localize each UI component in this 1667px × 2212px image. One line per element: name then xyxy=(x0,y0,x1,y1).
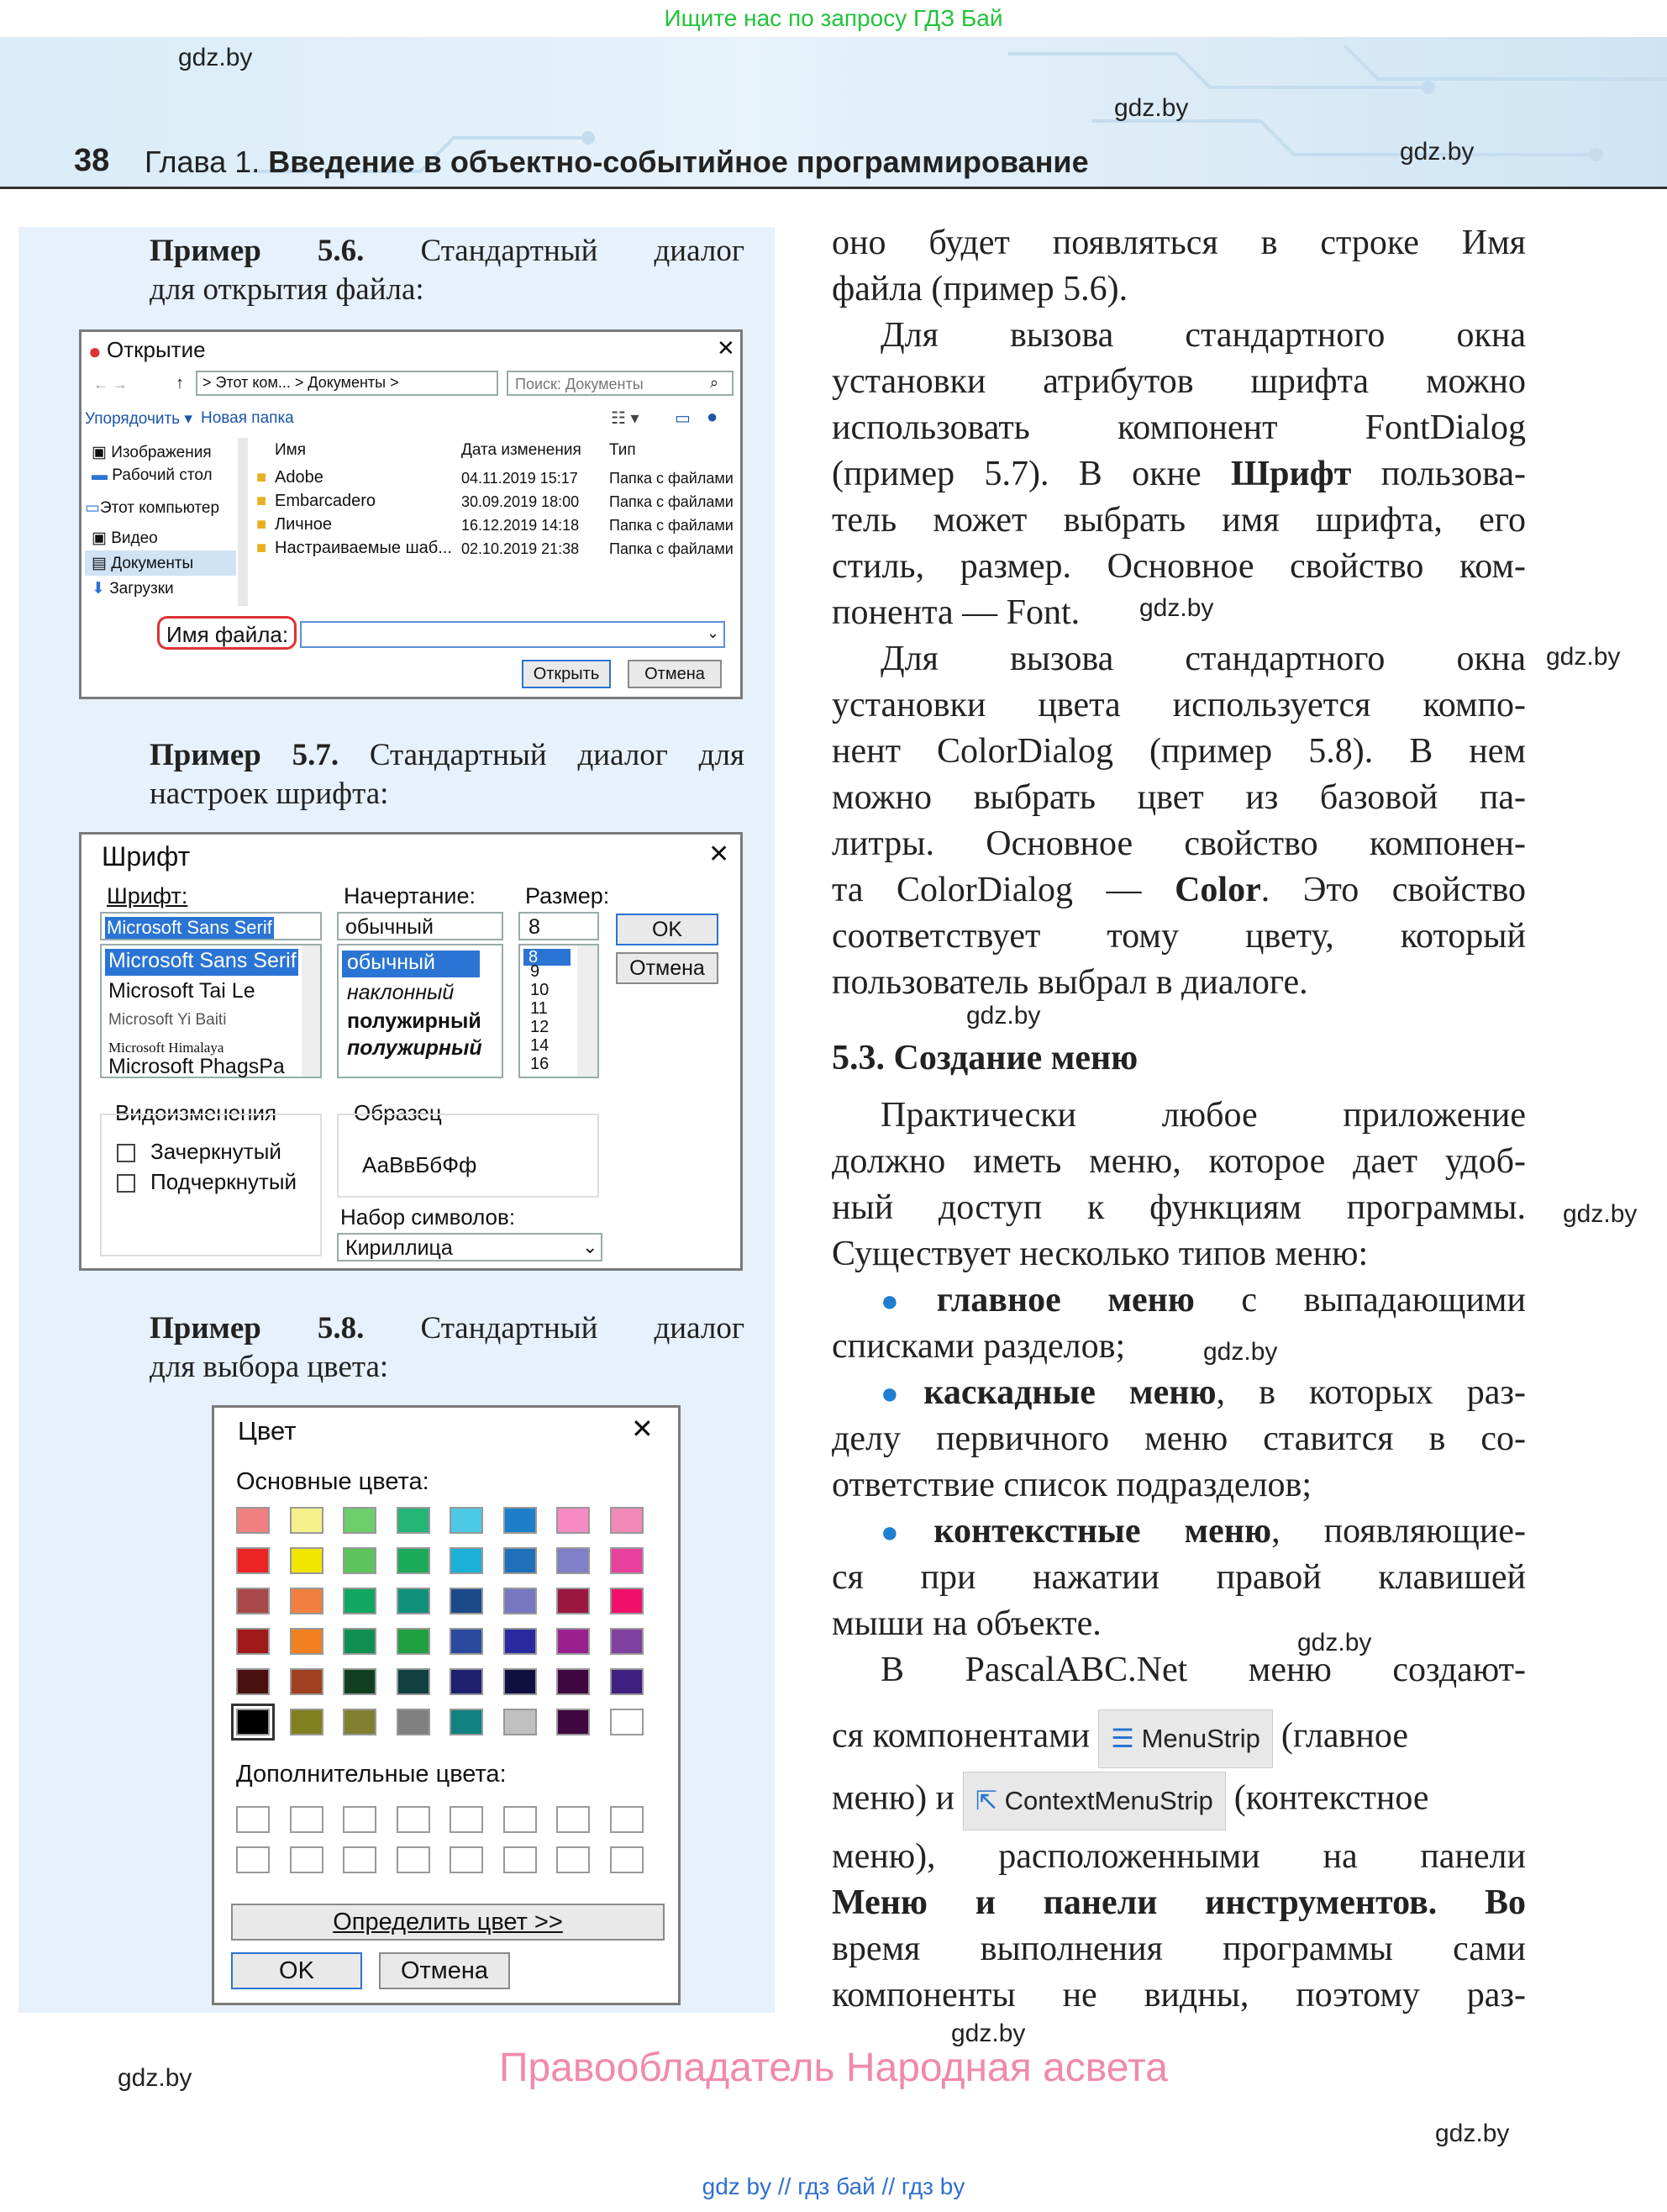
file-list xyxy=(256,466,743,567)
chapter-prefix: Глава 1. xyxy=(145,145,260,179)
custom-color-swatch[interactable] xyxy=(397,1846,430,1873)
column-header-name[interactable]: Имя xyxy=(275,441,307,459)
body-line: установки атрибутов шрифта можно xyxy=(832,362,1526,401)
custom-color-swatch[interactable] xyxy=(236,1846,270,1873)
body-line: Для вызова стандартного окна xyxy=(881,640,1526,678)
body-line: мыши на объекте. xyxy=(832,1604,1102,1643)
cancel-button[interactable]: Отмена xyxy=(379,1952,510,1989)
body-line: пользователь выбрал в диалоге. xyxy=(832,963,1308,1002)
bullet-icon: ● xyxy=(881,1284,937,1318)
list-item[interactable]: полужирный xyxy=(347,1009,481,1033)
view-icon[interactable]: ☷ ▾ xyxy=(611,409,639,428)
custom-color-grid xyxy=(214,1408,681,1878)
body-line: ответствие список подразделов; xyxy=(832,1466,1312,1504)
nav-item-selected[interactable]: ▤ Документы xyxy=(85,550,236,576)
size-input[interactable]: 8 xyxy=(518,912,599,940)
close-icon[interactable]: ✕ xyxy=(631,1414,654,1444)
style-label: Начертание: xyxy=(344,883,476,908)
custom-colors-label: Дополнительные цвета: xyxy=(236,1761,507,1788)
nav-scrollbar[interactable] xyxy=(238,438,248,606)
watermark: gdz.by xyxy=(178,44,253,71)
copyright-footer: Правообладатель Народная асвета xyxy=(499,2046,1168,2090)
body-line: списками разделов; xyxy=(832,1327,1126,1366)
ok-button[interactable]: OK xyxy=(231,1952,362,1989)
body-line: должно иметь меню, которое дает удоб- xyxy=(832,1142,1526,1181)
custom-color-swatch[interactable] xyxy=(343,1846,376,1873)
watermark: gdz.by xyxy=(118,2064,192,2092)
bullet-item: ●каскадные меню, в которых раз- xyxy=(881,1373,1526,1412)
custom-color-swatch[interactable] xyxy=(556,1846,590,1873)
top-banner[interactable]: Ищите нас по запросу ГДЗ Бай xyxy=(664,5,1003,31)
body-line: нент ColorDialog (пример 5.8). В нем xyxy=(832,732,1526,771)
column-header-type[interactable]: Тип xyxy=(609,441,636,459)
body-line: Для вызова стандартного окна xyxy=(881,316,1526,355)
body-line: стиль, размер. Основное свойство ком- xyxy=(832,547,1526,586)
list-item[interactable]: обычный xyxy=(342,951,480,977)
body-line: ся при нажатии правой клавишей xyxy=(832,1558,1526,1597)
watermark: gdz.by xyxy=(1297,1629,1372,1656)
watermark: gdz.by xyxy=(1546,643,1621,671)
body-line: установки цвета используется компо- xyxy=(832,686,1526,724)
watermark: gdz.by xyxy=(966,1002,1041,1030)
bullet-icon: ● xyxy=(881,1377,924,1410)
custom-color-swatch[interactable] xyxy=(450,1806,483,1833)
sample-group-label: Образец xyxy=(354,1100,442,1125)
list-item[interactable]: Microsoft Himalaya xyxy=(108,1040,224,1056)
body-line: ся компонентами ☰ MenuStrip (главное xyxy=(832,1709,1526,1760)
define-color-button[interactable]: Определить цвет >> xyxy=(231,1904,665,1941)
folder-icon: ■ xyxy=(256,468,267,487)
custom-color-swatch[interactable] xyxy=(450,1846,483,1873)
dialog-title: Открытие xyxy=(107,337,206,362)
list-item[interactable]: 9 xyxy=(530,962,540,981)
font-dialog xyxy=(79,832,743,1271)
new-folder-button[interactable]: Новая папка xyxy=(201,409,294,427)
cancel-button[interactable]: Отмена xyxy=(616,952,718,984)
body-line: время выполнения программы сами xyxy=(832,1930,1526,1968)
custom-color-swatch[interactable] xyxy=(556,1806,590,1833)
body-line: понента — Font. xyxy=(832,593,1081,632)
nav-item[interactable]: ▭Этот компьютер xyxy=(85,499,220,517)
style-list[interactable] xyxy=(337,944,503,1078)
nav-item[interactable]: ▣ Изображения xyxy=(92,444,212,461)
chevron-down-icon: ⌄ xyxy=(582,1236,598,1257)
chapter-title: Введение в объектно-событийное программирование xyxy=(268,145,1089,179)
header-rule xyxy=(0,187,1667,189)
watermark: gdz.by xyxy=(1114,94,1189,122)
custom-color-swatch[interactable] xyxy=(290,1846,323,1873)
scrollbar[interactable] xyxy=(577,945,597,1077)
size-label: Размер: xyxy=(525,883,610,908)
color-dialog xyxy=(212,1405,681,2005)
body-line: литры. Основное свойство компонен- xyxy=(832,824,1526,863)
help-icon[interactable]: ● xyxy=(707,406,718,427)
column-header-date[interactable]: Дата изменения xyxy=(461,441,581,459)
bullet-item: ●главное меню с выпадающими xyxy=(881,1281,1526,1319)
list-item[interactable]: 12 xyxy=(530,1018,550,1036)
nav-item[interactable]: ▣ Видео xyxy=(92,529,158,547)
font-label: Шрифт: xyxy=(107,883,188,908)
chapter-heading xyxy=(145,145,1089,180)
custom-color-swatch[interactable] xyxy=(610,1846,644,1873)
ok-button[interactable]: OK xyxy=(616,914,718,945)
list-item[interactable]: 11 xyxy=(530,999,548,1018)
basic-colors-label: Основные цвета: xyxy=(236,1468,429,1495)
list-item[interactable]: Microsoft Tai Le xyxy=(108,979,255,1003)
chevron-down-icon[interactable]: ⌄ xyxy=(707,624,720,641)
body-line: В PascalABC.Net меню создают- xyxy=(881,1651,1526,1689)
example-5-8-caption-2: для выбора цвета: xyxy=(150,1350,389,1384)
strikeout-label: Зачеркнутый xyxy=(150,1139,281,1164)
cancel-button[interactable]: Отмена xyxy=(628,660,722,688)
up-arrow-icon[interactable]: ↑ xyxy=(176,374,184,392)
filename-input[interactable] xyxy=(300,621,725,648)
list-item[interactable]: Microsoft Sans Serif xyxy=(105,949,298,976)
bottom-links[interactable]: gdz by // гдз бай // гдз by xyxy=(702,2173,965,2199)
body-line: можно выбрать цвет из базовой па- xyxy=(832,778,1526,817)
search-input[interactable]: Поиск: Документы ⌕ xyxy=(507,371,734,396)
body-line: оно будет появляться в строке Имя xyxy=(832,224,1526,262)
folder-icon: ■ xyxy=(256,515,267,534)
underline-checkbox[interactable] xyxy=(117,1174,135,1193)
body-line: Меню и панели инструментов. Во xyxy=(832,1883,1526,1922)
example-5-6-caption: Пример 5.6. Стандартный диалог xyxy=(150,234,744,268)
list-item[interactable]: 16 xyxy=(530,1055,550,1073)
folder-icon: ■ xyxy=(256,492,267,510)
nav-item[interactable]: ⬇ Загрузки xyxy=(92,580,174,598)
body-line: меню) и ⇱ ContextMenuStrip (контекстное xyxy=(832,1772,1526,1822)
menustrip-chip: ☰ MenuStrip xyxy=(1098,1709,1273,1768)
body-line: файла (пример 5.6). xyxy=(832,270,1128,308)
list-item[interactable]: 14 xyxy=(530,1036,550,1055)
body-line: та ColorDialog — Color. Это свойство xyxy=(832,871,1526,909)
stop-icon: ● xyxy=(88,339,102,364)
body-line: соответствует тому цвету, который xyxy=(832,917,1526,956)
custom-color-swatch[interactable] xyxy=(503,1806,537,1833)
address-bar[interactable]: > Этот ком... > Документы > xyxy=(196,371,498,396)
body-line: ный доступ к функциям программы. xyxy=(832,1188,1526,1227)
list-item[interactable]: 10 xyxy=(530,981,550,999)
filename-label: Имя файла: xyxy=(166,622,289,647)
custom-color-swatch[interactable] xyxy=(610,1806,644,1833)
body-line: меню), расположенными на панели xyxy=(832,1837,1526,1876)
scrollbar[interactable] xyxy=(302,945,320,1077)
watermark: gdz.by xyxy=(1400,138,1475,166)
list-item[interactable]: наклонный xyxy=(347,981,455,1004)
table-row[interactable]: ■ Личное 16.12.2019 14:18 Папка с файлами xyxy=(256,515,734,534)
open-button[interactable]: Открыть xyxy=(522,660,611,688)
body-line: (пример 5.7). В окне Шрифт пользова- xyxy=(832,455,1526,493)
nav-item[interactable]: ▬ Рабочий стол xyxy=(92,466,213,484)
nav-pane xyxy=(85,438,245,623)
body-line: Практически любое приложение xyxy=(881,1096,1526,1135)
example-5-7-caption-2: настроек шрифта: xyxy=(150,777,389,811)
charset-label: Набор символов: xyxy=(340,1204,516,1230)
font-list[interactable] xyxy=(100,944,322,1078)
page-number: 38 xyxy=(74,143,110,178)
pane-icon[interactable]: ▭ xyxy=(675,409,691,428)
style-input[interactable]: обычный xyxy=(337,912,503,940)
filename-label-highlight xyxy=(157,616,297,650)
table-row[interactable]: ■ Настраиваемые шаб... 02.10.2019 21:38 Папка с файлами xyxy=(256,539,734,557)
charset-select[interactable]: Кириллица ⌄ xyxy=(337,1233,602,1261)
bullet-icon: ● xyxy=(881,1515,934,1549)
dialog-title: Цвет xyxy=(238,1416,297,1446)
folder-icon: ■ xyxy=(256,539,267,557)
contextmenustrip-chip: ⇱ ContextMenuStrip xyxy=(963,1772,1226,1830)
body-line: Существует несколько типов меню: xyxy=(832,1235,1369,1273)
watermark: gdz.by xyxy=(1203,1338,1278,1366)
list-item[interactable]: Microsoft PhagsPa xyxy=(108,1055,285,1078)
custom-color-swatch[interactable] xyxy=(236,1806,270,1833)
strikeout-checkbox[interactable] xyxy=(117,1144,135,1162)
watermark: gdz.by xyxy=(951,2020,1026,2047)
watermark: gdz.by xyxy=(1139,594,1214,622)
dialog-title: Шрифт xyxy=(102,841,191,872)
organize-menu[interactable]: Упорядочить ▾ xyxy=(85,410,192,428)
table-row[interactable]: ■ Embarcadero 30.09.2019 18:00 Папка с файлами xyxy=(256,492,734,510)
custom-color-swatch[interactable] xyxy=(343,1806,376,1833)
font-name-input[interactable]: Microsoft Sans Serif xyxy=(100,912,322,940)
section-heading: 5.3. Создание меню xyxy=(832,1039,1139,1077)
search-icon: ⌕ xyxy=(710,374,719,391)
custom-color-swatch[interactable] xyxy=(397,1806,430,1833)
list-item[interactable]: полужирный xyxy=(347,1036,482,1060)
back-arrow-icon[interactable]: ← → xyxy=(93,376,129,392)
watermark: gdz.by xyxy=(1435,2120,1510,2147)
body-line: делу первичного меню ставится в со- xyxy=(832,1419,1526,1458)
size-list[interactable] xyxy=(518,944,599,1078)
watermark: gdz.by xyxy=(1563,1200,1638,1228)
list-item[interactable]: Microsoft Yi Baiti xyxy=(108,1011,227,1029)
contextmenustrip-icon: ⇱ xyxy=(975,1786,998,1815)
example-5-6-caption-2: для открытия файла: xyxy=(150,272,424,307)
close-icon[interactable]: ✕ xyxy=(717,335,735,361)
body-line: компоненты не видны, поэтому раз- xyxy=(832,1976,1526,2014)
example-5-8-caption: Пример 5.8. Стандартный диалог xyxy=(150,1311,744,1346)
body-line: тель может выбрать имя шрифта, его xyxy=(832,501,1526,540)
close-icon[interactable]: ✕ xyxy=(708,840,730,868)
custom-color-swatch[interactable] xyxy=(503,1846,537,1873)
sample-text: АаВвБбФф xyxy=(362,1152,477,1177)
open-file-dialog xyxy=(79,329,743,699)
effects-group-label: Видоизменения xyxy=(115,1100,277,1125)
example-5-7-caption: Пример 5.7. Стандартный диалог для xyxy=(150,738,744,772)
menustrip-icon: ☰ xyxy=(1111,1724,1134,1753)
list-item[interactable]: 8 xyxy=(523,949,571,966)
body-line: использовать компонент FontDialog xyxy=(832,408,1526,447)
bullet-item: ●контекстные меню, появляющие- xyxy=(881,1512,1526,1551)
underline-label: Подчеркнутый xyxy=(150,1169,297,1194)
custom-color-swatch[interactable] xyxy=(290,1806,323,1833)
table-row[interactable]: ■ Adobe 04.11.2019 15:17 Папка с файлами xyxy=(256,468,734,487)
